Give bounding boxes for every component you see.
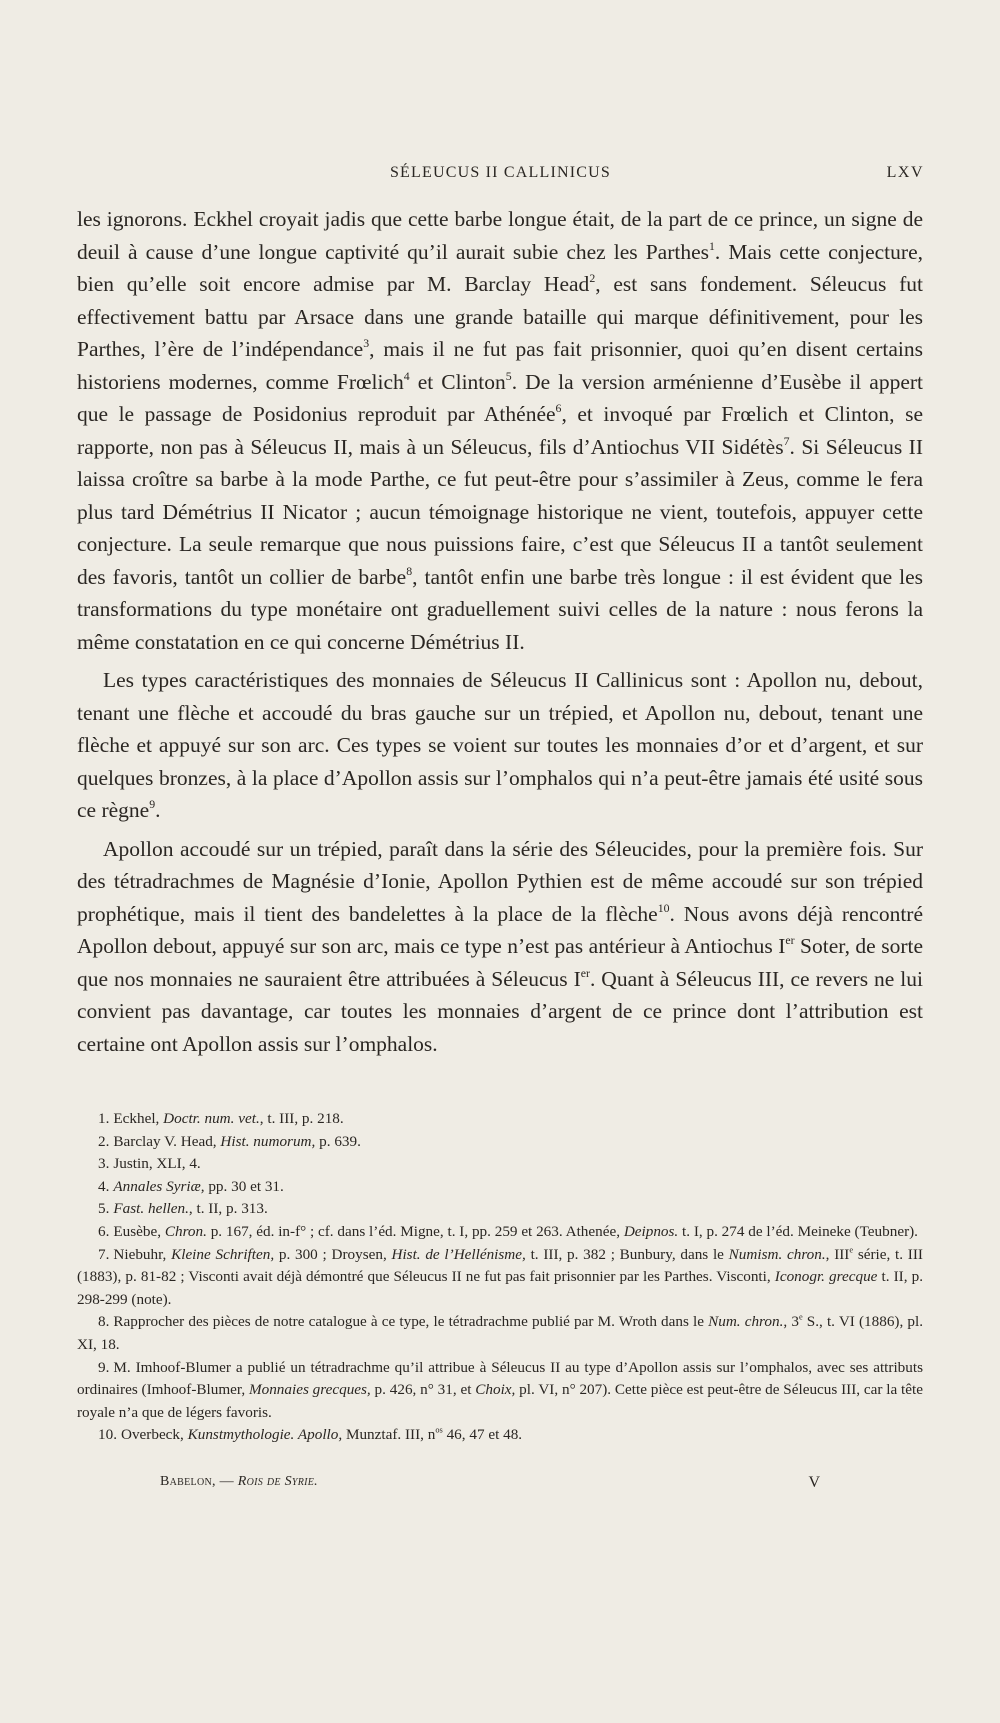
paragraph-1: les ignorons. Eckhel croyait jadis que cette barbe longue était, de la part de ce prince, un signe de deuil à cause d’une longue captivité qu’il aurait subie chez les Parthes$^1$. Mais cette conjecture, bien qu’elle soit encore admise par M. Barclay Head$^2$, est sans fondement. Séleucus fut effectivement battu par Arsace dans une grande bataille qui marque définitivement, pour les Parthes, l’ère de l’indépendance$^3$, mais il ne fut pas fait prisonnier, quoi qu’en disent certains historiens modernes, comme Frœlich$^4$ et Clinton$^5$. De la version arménienne d’Eusèbe il appert que le passage de Posidonius reproduit par Athénée$^6$, et invoqué par Frœlich et Clinton, se rapporte, non pas à Séleucus II, mais à un Séleucus, fils d’Antiochus VII Sidétès$^7$. Si Séleucus II laissa croître sa barbe à la mode Parthe, ce fut peut-être pour s’assimiler à Zeus, comme le fera plus tard Démétrius II Nicator ; aucun témoignage historique ne vient, toutefois, appuyer cette conjecture. La seule remarque que nous puissions faire, c’est que Séleucus II a tantôt seulement des favoris, tantôt un collier de barbe$^8$, tantôt enfin une barbe très longue : il est évident que les transformations du type monétaire ont graduellement suivi celles de la nature : nous ferons la même constatation en ce qui concerne Démétrius II. <box>77 207 924 654</box>
paragraph-3: Apollon accoudé sur un trépied, paraît dans la série des Séleucides, pour la première fois. Sur des tétradrachmes de Magnésie d’Ionie, Apollon Pythien est de même accoudé sur son trépied prophétique, mais il tient des bandelettes à la place de la flèche$^{10}$. Nous avons déjà rencontré Apollon debout, appuyé sur son arc, mais ce type n’est pas antérieur à Antiochus Ier Soter, de sorte que nos monnaies ne sauraient être attribuées à Séleucus Ier. Quant à Séleucus III, ce revers ne lui convient pas davantage, car toutes les monnaies d’argent de ce prince dont l’attribution est certaine ont Apollon assis sur l’omphalos. <box>77 836 924 1056</box>
footnote-ref-10: 10 <box>657 900 670 915</box>
footnote-ref-3: 3 <box>363 336 370 351</box>
signature-mark: V <box>808 1474 820 1491</box>
footnote-1: 1. Eckhel, Doctr. num. vet., t. III, p. 218. <box>98 1110 344 1127</box>
footnote-ref-8: 8 <box>406 563 413 578</box>
footnote-ref-1: 1 <box>709 238 715 253</box>
footnote-5: 5. Fast. hellen., t. II, p. 313. <box>98 1200 268 1218</box>
footnote-7: 7. Niebuhr, Kleine Schriften, p. 300 ; Droysen, Hist. de l’Hellénisme, t. III, p. 382 ; Bunbury, dans le Numism. chron., IIIe série, t. III (1883), p. 81-82 ; Visconti avait déjà démontré que Séleucus II ne fut pas fait prisonnier par les Parthes. Visconti, Iconogr. grecque t. II, p. 298-299 (note). <box>77 1245 924 1308</box>
footnote-ref-4: 4 <box>403 368 410 383</box>
footer-author: Babelon, <box>160 1474 216 1489</box>
paragraph-2: Les types caractéristiques des monnaies de Séleucus II Callinicus sont : Apollon nu, debout, tenant une flèche et accoudé du bras gauche sur un trépied, et Apollon nu, debout, tenant une flèche et appuyé sur son arc. Ces types se voient sur toutes les monnaies d’or et d’argent, et sur quelques bronzes, à la place d’Apollon assis sur l’omphalos qui n’a peut-être jamais été usité sous ce règne$^9$. <box>77 668 923 822</box>
footnote-ref-9: 9 <box>149 797 156 812</box>
page-header <box>77 162 924 186</box>
footnote-3: 3. Justin, XLI, 4. <box>98 1155 201 1173</box>
page-footer <box>160 1474 820 1498</box>
footnote-ref-5: 5 <box>505 368 512 383</box>
footer-work: Rois de Syrie. <box>237 1474 318 1489</box>
superscript-er: er <box>785 933 795 948</box>
main-text <box>77 203 923 1060</box>
footer-dash: — <box>219 1474 234 1489</box>
footnote-10: 10. Overbeck, Kunstmythologie. Apollo, Munztaf. III, $n^{os}$ 46, 47 et 48. <box>98 1426 523 1444</box>
footnote-4: 4. Annales Syriæ, pp. 30 et 31. <box>98 1177 284 1195</box>
running-title: SÉLEUCUS II CALLINICUS <box>389 164 612 181</box>
footnote-9: 9. M. Imhoof-Blumer a publié un tétradrachme qu’il attribue à Séleucus II au type d’Apollon assis sur l’omphalos, avec ses attributs ordinaires (Imhoof-Blumer, Monnaies grecques, p. 426, n° 31, et Choix, pl. VI, n° 207). Cette pièce est peut-être de Séleucus III, car la tête royale n’a que de légers favoris. <box>77 1358 923 1421</box>
superscript-er: er <box>580 965 590 980</box>
footer-credit <box>160 1474 318 1490</box>
footnote-8: 8. Rapprocher des pièces de notre catalogue à ce type, le tétradrachme publié par M. Wroth dans le Num. chron., 3e S., t. VI (1886), pl. XI, 18. <box>77 1313 924 1353</box>
footnote-ref-2: 2 <box>589 271 596 286</box>
page-number: LXV <box>886 164 924 181</box>
footnote-6: 6. Eusèbe, Chron. p. 167, éd. in-f° ; cf. dans l’éd. Migne, t. I, pp. 259 et 263. Athenée, Deipnos. t. I, p. 274 de l’éd. Meineke (Teubner). <box>98 1222 918 1240</box>
footnotes <box>77 1108 923 1447</box>
footnote-ref-6: 6 <box>555 401 562 416</box>
footnote-2: 2. Barclay V. Head, Hist. numorum, p. 639. <box>98 1132 361 1150</box>
footnote-ref-7: 7 <box>783 433 790 448</box>
